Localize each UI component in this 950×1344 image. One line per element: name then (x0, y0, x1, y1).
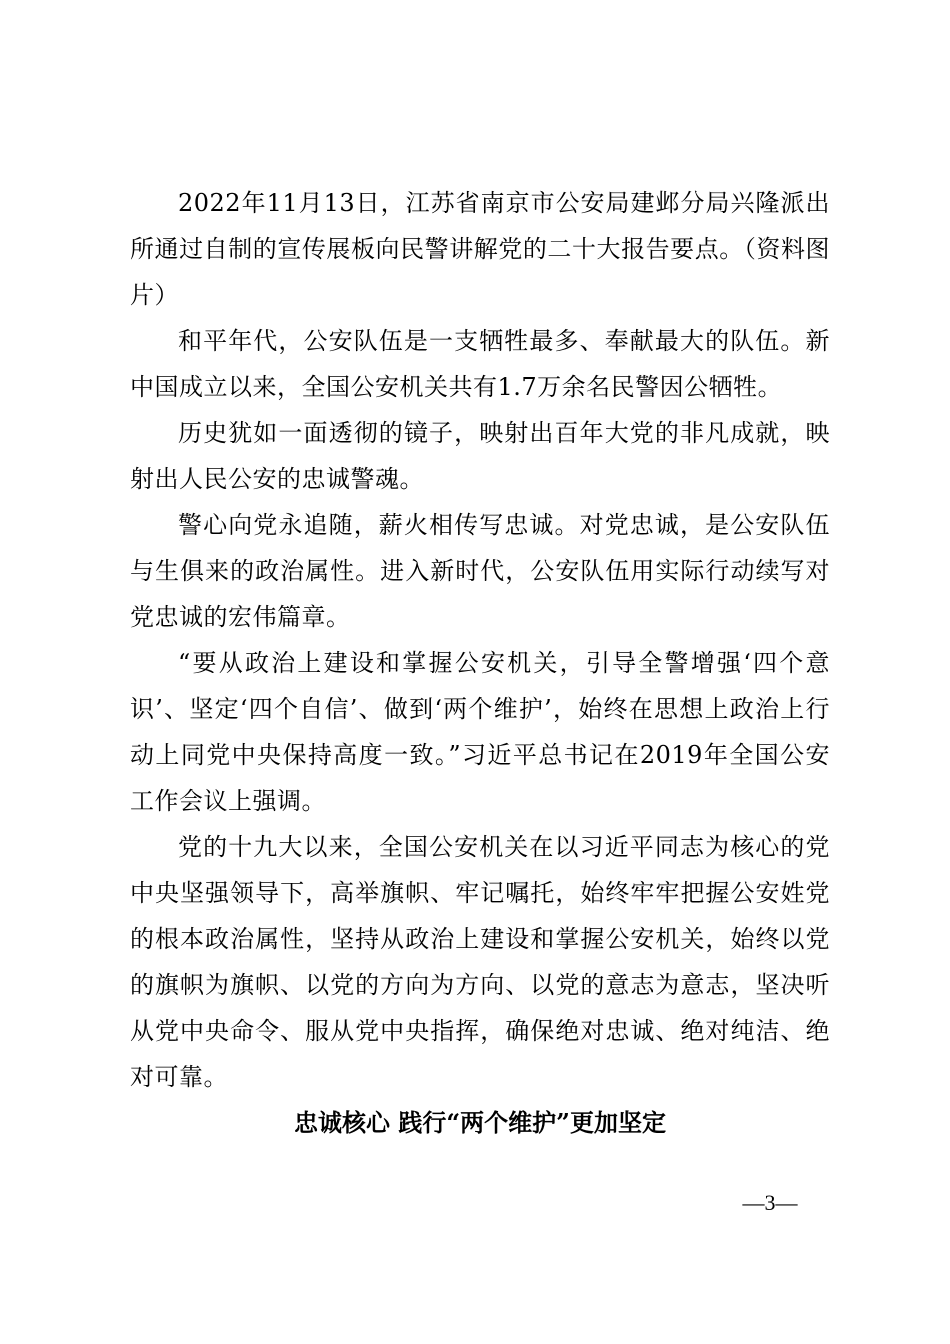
paragraph-loyalty: 警心向党永追随，薪火相传写忠诚。对党忠诚，是公安队伍与生俱来的政治属性。进入新时代，公安队伍用实际行动续写对党忠诚的宏伟篇章。 (130, 511, 830, 631)
page-number: —3— (742, 1190, 798, 1215)
paragraph-quote: “要从政治上建设和掌握公安机关，引导全警增强‘四个意识’、坚定‘四个自信’、做到‘两个维护’，始终在思想上政治上行动上同党中央保持高度一致。”习近平总书记在2019年全国公安工作会议上强调。 (130, 649, 830, 815)
paragraph-photo-caption: 2022年11月13日，江苏省南京市公安局建邺分局兴隆派出所通过自制的宣传展板向民警讲解党的二十大报告要点。（资料图片） (130, 189, 830, 309)
paragraph-since-19th-congress: 党的十九大以来，全国公安机关在以习近平同志为核心的党中央坚强领导下，高举旗帜、牢记嘱托，始终牢牢把握公安姓党的根本政治属性，坚持从政治上建设和掌握公安机关，始终以党的旗帜为旗帜、以党的方向为方向、以党的意志为意志，坚决听从党中央命令、服从党中央指挥，确保绝对忠诚、绝对纯洁、绝对可靠。 (130, 833, 830, 1091)
body-text (130, 180, 830, 1100)
section-heading: 忠诚核心 践行“两个维护”更加坚定 (294, 1108, 666, 1137)
paragraph-sacrifice: 和平年代，公安队伍是一支牺牲最多、奉献最大的队伍。新中国成立以来，全国公安机关共有1.7万余名民警因公牺牲。 (130, 327, 830, 401)
paragraph-history-mirror: 历史犹如一面透彻的镜子，映射出百年大党的非凡成就，映射出人民公安的忠诚警魂。 (130, 419, 830, 493)
